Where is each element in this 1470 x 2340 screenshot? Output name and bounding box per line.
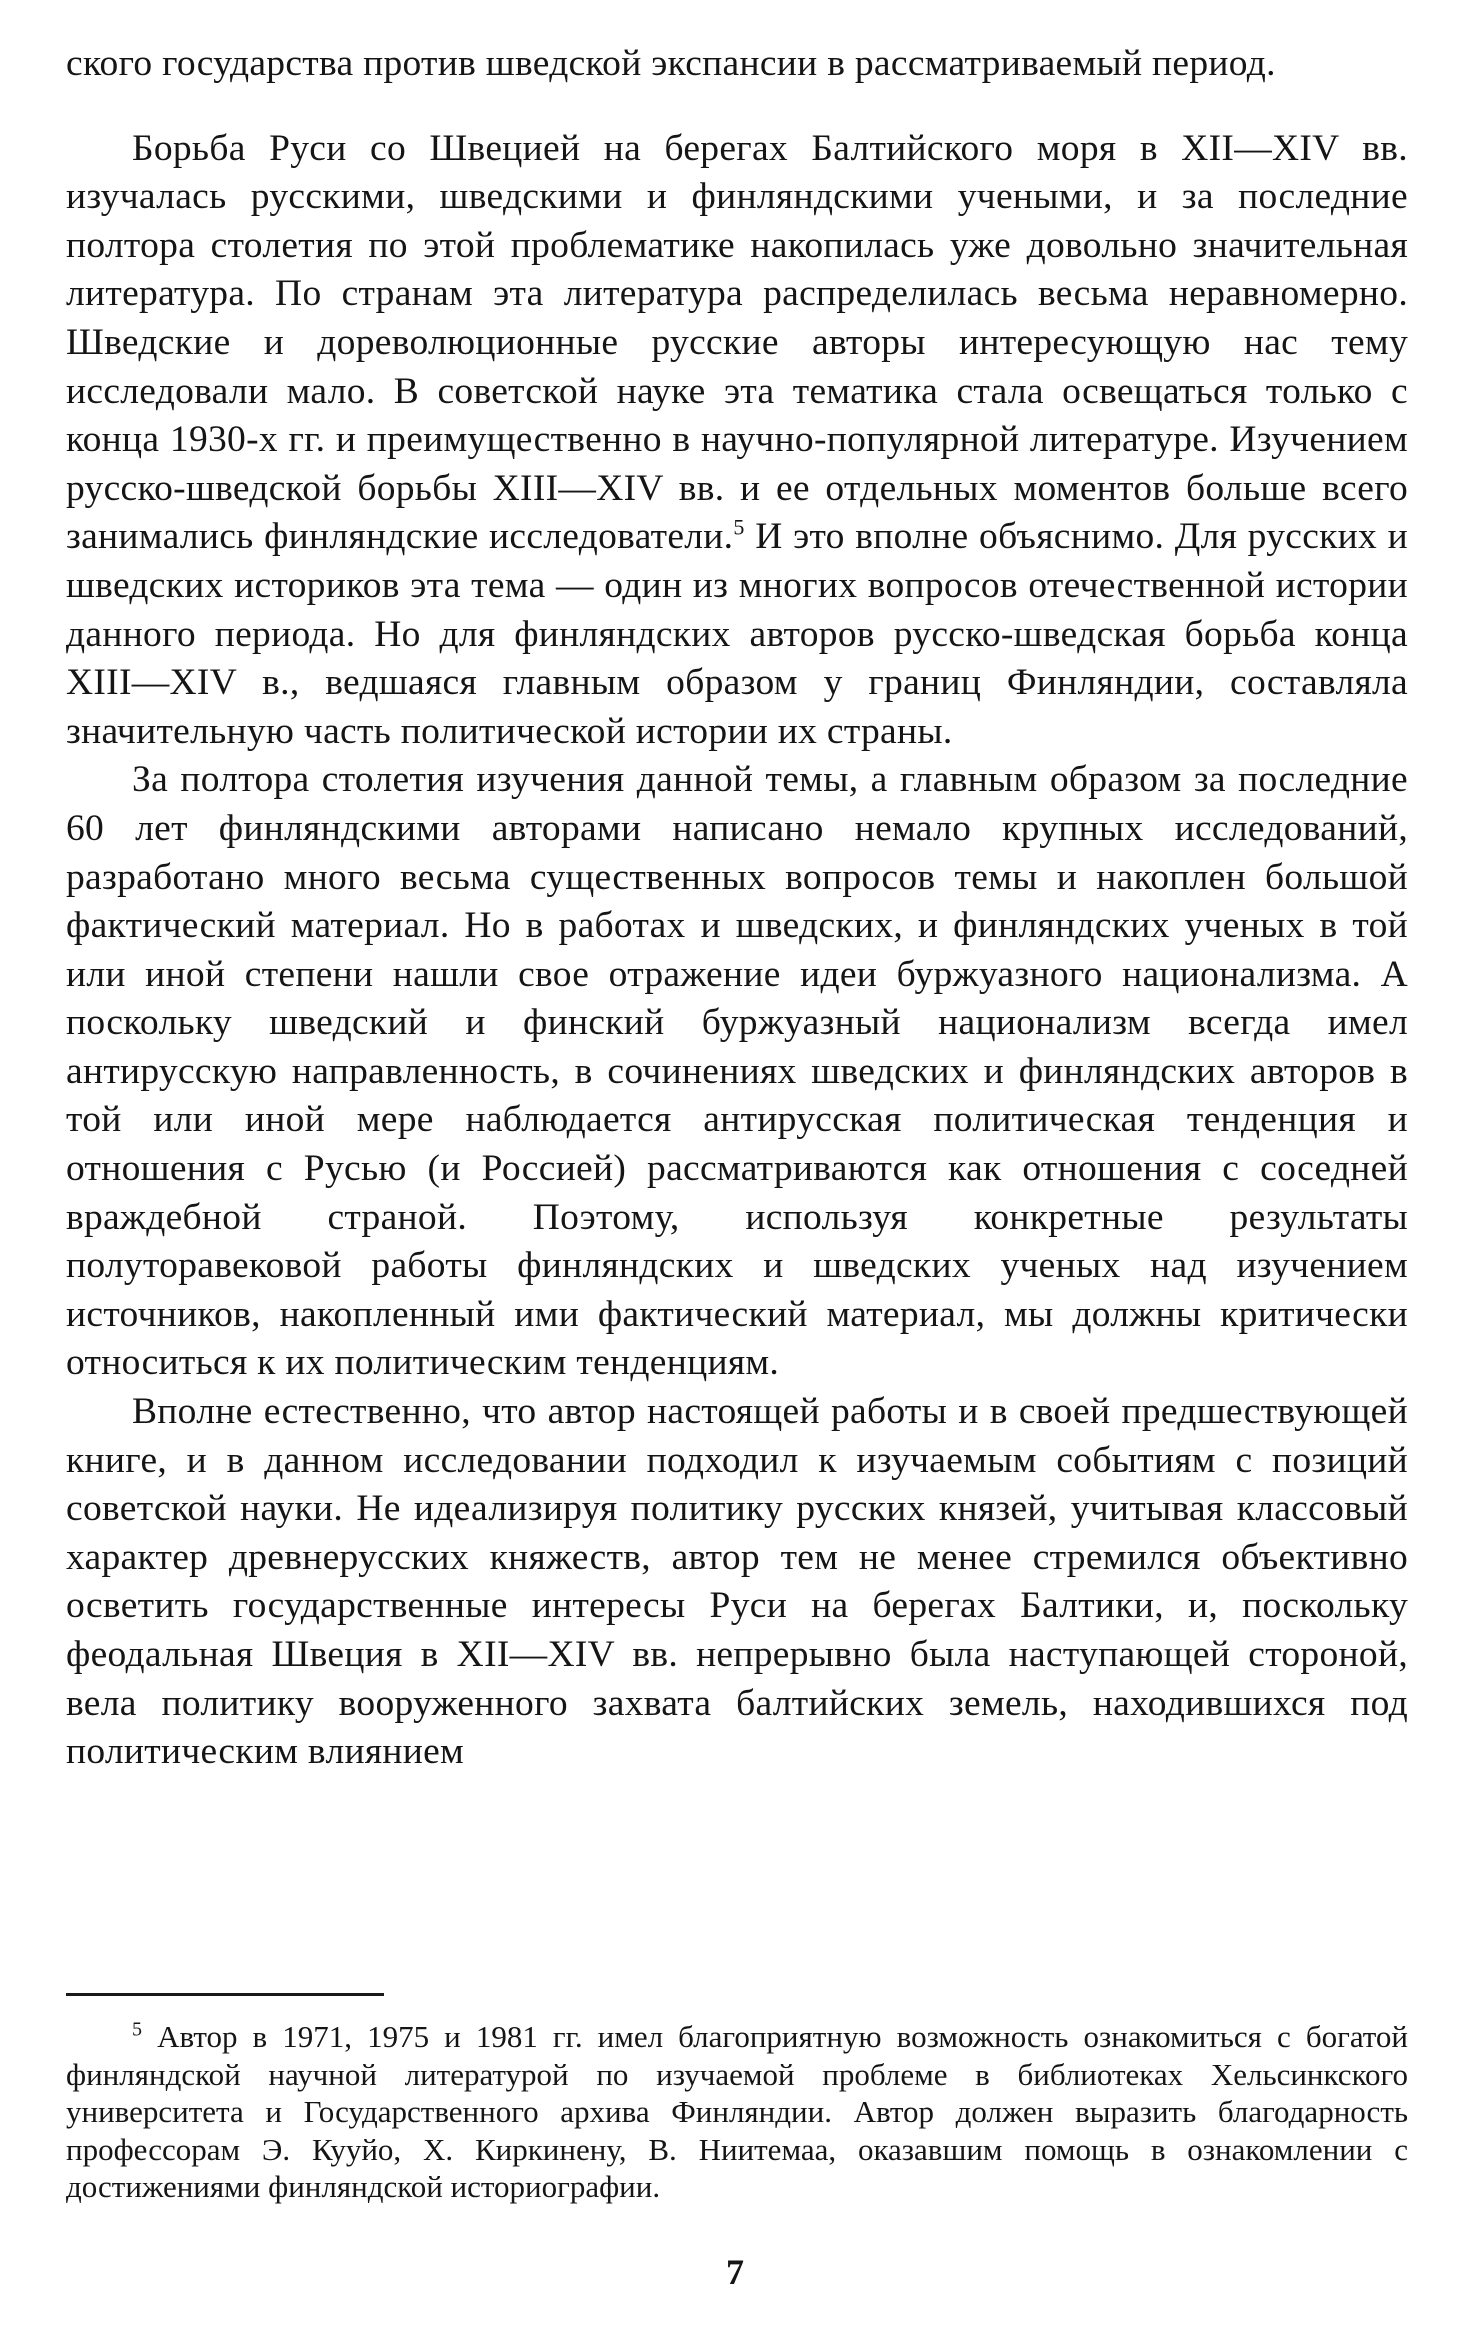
paragraph bbox=[66, 756, 1408, 1388]
footnote-marker: 5 bbox=[132, 2018, 142, 2041]
paragraph-text: За полтора столетия изучения данной темы, а главным образом за последние 60 лет финляндскими авторами написано немало крупных исследований, разработано много весьма существенных вопросов темы и накоплен большой фактический материал. Но в работах и шведских, и финляндских ученых в той или иной степени нашли свое отражение идеи буржуазного национализма. А поскольку шведский и финский буржуазный национализм всегда имел антирусскую направленность, в сочинениях шведских и финляндских авторов в той или иной мере наблюдается антирусская политическая тенденция и отношения с Русью (и Россией) рассматриваются как отношения с соседней враждебной страной. Поэтому, используя конкретные результаты полуторавековой работы финляндских и шведских ученых над изучением источников, накопленный ими фактический материал, мы должны критически относиться к их политическим тенденциям. bbox=[66, 759, 1408, 1384]
paragraph bbox=[66, 125, 1408, 757]
footnote-text: Автор в 1971, 1975 и 1981 гг. имел благоприятную возможность ознакомиться с богатой финляндской научной литературой по изучаемой проблеме в библиотеках Хельсинкского университета и Государственного архива Финляндии. Автор должен выразить благодарность профессорам Э. Кууйо, Х. Киркинену, В. Ниитемаа, оказавшим помощь в ознакомлении с достижениями финляндской историографии. bbox=[66, 2019, 1408, 2205]
main-text bbox=[66, 40, 1408, 1777]
paragraph-text: Вполне естественно, что автор настоящей работы и в своей предшествующей книге, и в данном исследовании подходил к изучаемым событиям с позиций советской науки. Не идеализируя политику русских князей, учитывая классовый характер древнерусских княжеств, автор тем не менее стремился объективно осветить государственные интересы Руси на берегах Балтики, и, поскольку феодальная Швеция в XII—XIV вв. непрерывно была наступающей стороной, вела политику вооруженного захвата балтийских земель, находившихся под политическим влиянием bbox=[66, 1391, 1408, 1773]
footnote bbox=[66, 2018, 1408, 2206]
page-number: 7 bbox=[726, 2252, 744, 2292]
paragraph-text-cont: И это вполне объяснимо. Для русских и шведских историков эта тема — один из многих вопросов отечественной истории данного периода. Но для финляндских авторов русско-шведская борьба конца XIII—XIV в., ведшаяся главным образом у границ Финляндии, составляла значительную часть политической истории их страны. bbox=[66, 516, 1408, 752]
paragraph-continuation bbox=[66, 40, 1408, 89]
paragraph-text: ского государства против шведской экспансии в рассматриваемый период. bbox=[66, 43, 1276, 84]
footnote-divider bbox=[66, 1993, 384, 1996]
footnote-reference: 5 bbox=[733, 514, 745, 540]
paragraph bbox=[66, 1388, 1408, 1777]
paragraph-text: Борьба Руси со Швецией на берегах Балтийского моря в XII—XIV вв. изучалась русскими, шведскими и финляндскими учеными, и за последние полтора столетия по этой проблематике накопилась уже довольно значительная литература. По странам эта литература распределилась весьма неравномерно. Шведские и дореволюционные русские авторы интересующую нас тему исследовали мало. В советской науке эта тематика стала освещаться только с конца 1930-х гг. и преимущественно в научно-популярной литературе. Изучением русско-шведской борьбы XIII—XIV вв. и ее отдельных моментов больше всего занимались финляндские исследователи. bbox=[66, 127, 1408, 558]
